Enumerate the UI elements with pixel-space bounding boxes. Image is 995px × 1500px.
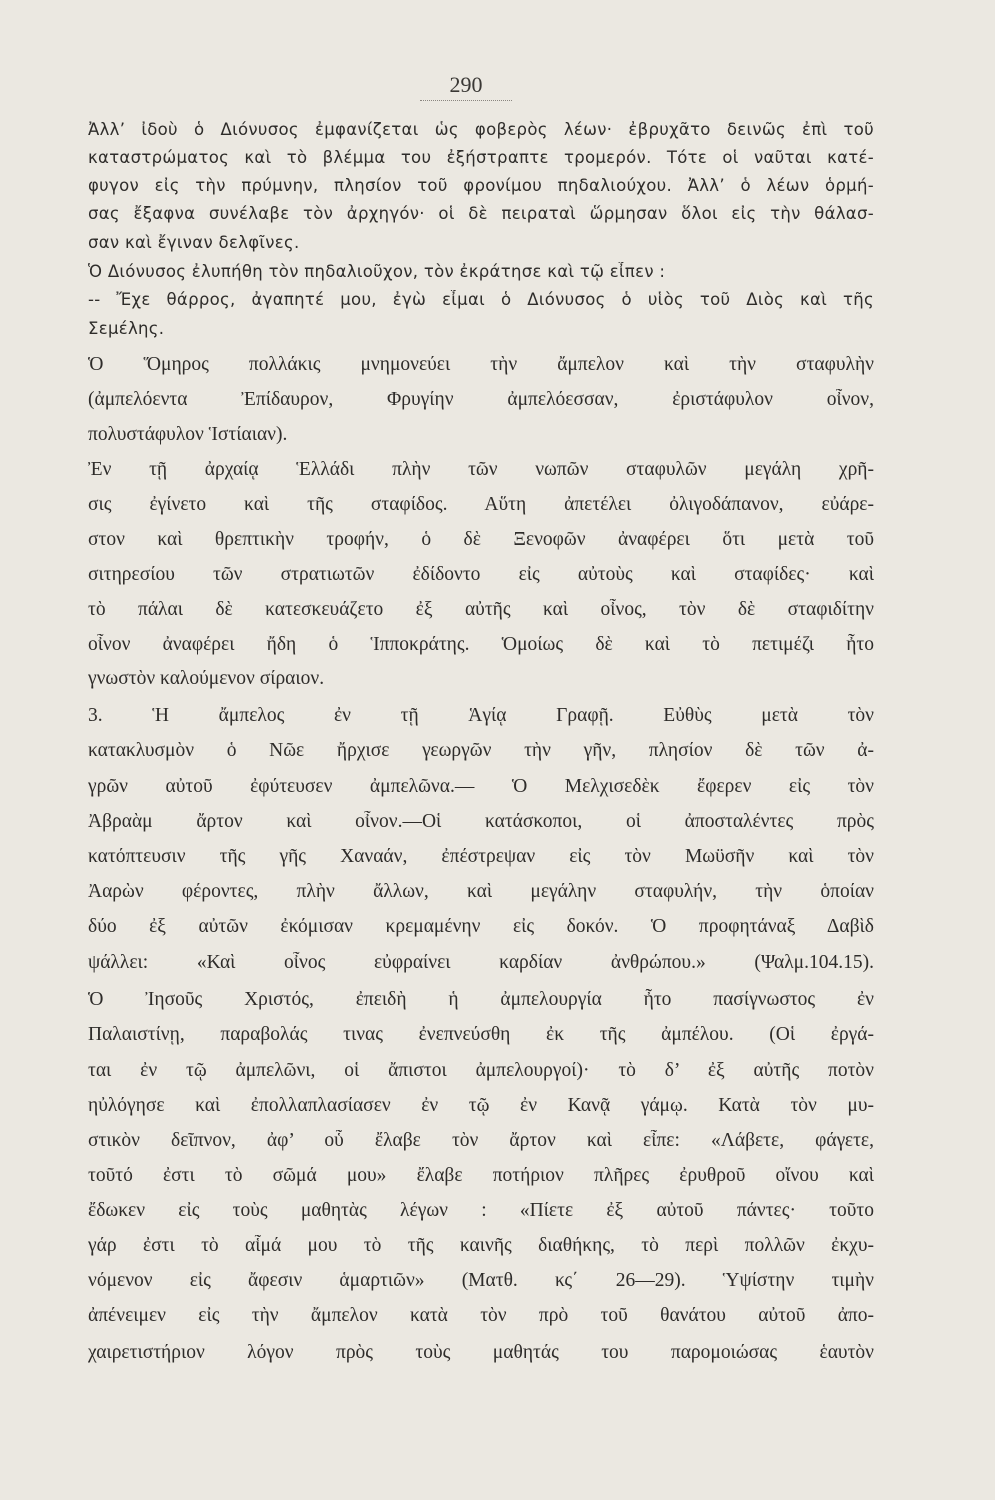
text-line: Ἀλλ’ ἰδοὺ ὁ Διόνυσος ἐμφανίζεται ὡς φοβερὸς λέων· ἐβρυχᾶτο δεινῶς ἐπὶ τοῦ: [88, 120, 874, 139]
text-line: Ὁ Ὅμηρος πολλάκις μνημονεύει τὴν ἄμπελον καὶ τὴν σταφυλὴν: [88, 354, 874, 375]
text-line: σις ἐγίνετο καὶ τῆς σταφίδος. Αὕτη ἀπετέλει ὀλιγοδάπανον, εὐάρε-: [88, 494, 874, 515]
text-line: -- Ἔχε θάρρος, ἀγαπητέ μου, ἐγὼ εἶμαι ὁ Διόνυσος ὁ υἱὸς τοῦ Διὸς καὶ τῆς: [88, 290, 874, 309]
text-line: Παλαιστίνῃ, παραβολάς τινας ἐνεπνεύσθη ἐκ τῆς ἀμπέλου. (Οἱ ἐργά-: [88, 1024, 874, 1045]
text-line: δύο ἐξ αὐτῶν ἐκόμισαν κρεμαμένην εἰς δοκόν. Ὁ προφητάναξ Δαβὶδ: [88, 916, 874, 937]
text-line: κατόπτευσιν τῆς γῆς Χαναάν, ἐπέστρεψαν εἰς τὸν Μωϋσῆν καὶ τὸν: [88, 846, 874, 867]
text-line: Ὁ Διόνυσος ἐλυπήθη τὸν πηδαλιοῦχον, τὸν ἐκράτησε καὶ τῷ εἶπεν :: [88, 262, 666, 281]
text-line: σιτηρεσίου τῶν στρατιωτῶν ἐδίδοντο εἰς αὐτοὺς καὶ σταφίδες· καὶ: [88, 564, 874, 585]
text-line: οἶνον ἀναφέρει ἤδη ὁ Ἱπποκράτης. Ὁμοίως δὲ καὶ τὸ πετιμέζι ἦτο: [88, 634, 874, 655]
text-line: τοῦτό ἐστι τὸ σῶμά μου» ἔλαβε ποτήριον πλῆρες ἐρυθροῦ οἴνου καὶ: [88, 1165, 874, 1186]
text-line: ται ἐν τῷ ἀμπελῶνι, οἱ ἄπιστοι ἀμπελουργοί)· τὸ δ’ ἐξ αὐτῆς ποτὸν: [88, 1060, 874, 1081]
text-line: σαν καὶ ἔγιναν δελφῖνες.: [88, 233, 300, 252]
text-line: στον καὶ θρεπτικὴν τροφήν, ὁ δὲ Ξενοφῶν ἀναφέρει ὅτι μετὰ τοῦ: [88, 529, 874, 550]
text-line: σας ἔξαφνα συνέλαβε τὸν ἀρχηγόν· οἱ δὲ πειραταὶ ὥρμησαν ὅλοι εἰς τὴν θάλασ-: [88, 204, 874, 223]
text-line: Σεμέλης.: [88, 319, 165, 338]
text-line: κατακλυσμὸν ὁ Νῶε ἤρχισε γεωργῶν τὴν γῆν, πλησίον δὲ τῶν ἀ-: [88, 740, 874, 761]
text-line: φυγον εἰς τὴν πρύμνην, πλησίον τοῦ φρονίμου πηδαλιούχου. Ἀλλ’ ὁ λέων ὁρμή-: [88, 176, 874, 195]
text-line: ἔδωκεν εἰς τοὺς μαθητὰς λέγων : «Πίετε ἐξ αὐτοῦ πάντες· τοῦτο: [88, 1200, 874, 1221]
text-line: Ἐν τῇ ἀρχαίᾳ Ἑλλάδι πλὴν τῶν νωπῶν σταφυλῶν μεγάλη χρῆ-: [88, 459, 874, 480]
page-number-rule: [420, 100, 512, 101]
text-line: τὸ πάλαι δὲ κατεσκευάζετο ἐξ αὐτῆς καὶ οἶνος, τὸν δὲ σταφιδίτην: [88, 599, 874, 620]
text-line: ἀπένειμεν εἰς τὴν ἄμπελον κατὰ τὸν πρὸ τοῦ θανάτου αὐτοῦ ἀπο-: [88, 1305, 874, 1326]
text-line: γάρ ἐστι τὸ αἷμά μου τὸ τῆς καινῆς διαθήκης, τὸ περὶ πολλῶν ἐκχυ-: [88, 1235, 874, 1256]
text-line: ηὐλόγησε καὶ ἐπολλαπλασίασεν ἐν τῷ ἐν Κανᾷ γάμῳ. Κατὰ τὸν μυ-: [88, 1095, 874, 1116]
text-line: νόμενον εἰς ἄφεσιν ἁμαρτιῶν» (Ματθ. κς΄ 26—29). Ὑψίστην τιμὴν: [88, 1270, 874, 1291]
text-line: 3. Ἡ ἄμπελος ἐν τῇ Ἁγίᾳ Γραφῇ. Εὐθὺς μετὰ τὸν: [88, 705, 874, 726]
text-line: πολυστάφυλον Ἱστίαιαν).: [88, 424, 288, 445]
text-line: Ὁ Ἰησοῦς Χριστός, ἐπειδὴ ἡ ἀμπελουργία ἦτο πασίγνωστος ἐν: [88, 989, 874, 1010]
text-line: καταστρώματος καὶ τὸ βλέμμα του ἐξήστραπτε τρομερόν. Τότε οἱ ναῦται κατέ-: [88, 148, 874, 167]
text-line: γρῶν αὐτοῦ ἐφύτευσεν ἀμπελῶνα.— Ὁ Μελχισεδὲκ ἔφερεν εἰς τὸν: [88, 776, 874, 797]
text-line: γνωστὸν καλούμενον σίραιον.: [88, 668, 325, 689]
text-line: (ἀμπελόεντα Ἐπίδαυρον, Φρυγίην ἀμπελόεσσαν, ἐριστάφυλον οἶνον,: [88, 389, 874, 410]
text-line: Ἀαρὼν φέροντες, πλὴν ἄλλων, καὶ μεγάλην σταφυλήν, τὴν ὁποίαν: [88, 881, 874, 902]
text-line: Ἀβραὰμ ἄρτον καὶ οἶνον.—Οἱ κατάσκοποι, οἱ ἀποσταλέντες πρὸς: [88, 811, 874, 832]
text-line: χαιρετιστήριον λόγον πρὸς τοὺς μαθητάς του παρομοιώσας ἑαυτὸν: [88, 1342, 874, 1363]
text-line: στικὸν δεῖπνον, ἀφ’ οὗ ἔλαβε τὸν ἄρτον καὶ εἶπε: «Λάβετε, φάγετε,: [88, 1130, 874, 1151]
text-line: ψάλλει: «Καὶ οἶνος εὐφραίνει καρδίαν ἀνθρώπου.» (Ψαλμ.104.15).: [88, 952, 874, 973]
page-number: 290: [449, 72, 483, 97]
